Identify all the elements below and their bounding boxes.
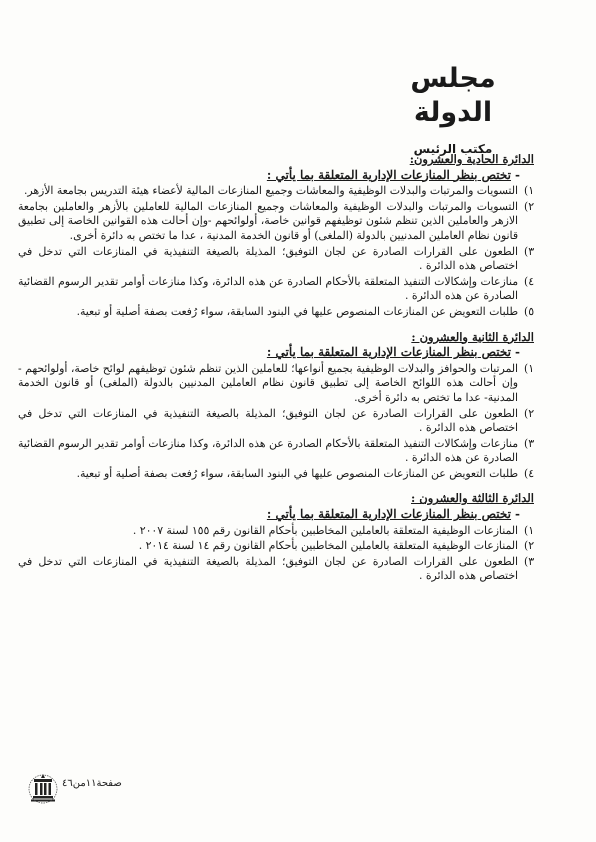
list-item: ٢) التسويات والمرتبات والبدلات الوظيفية والمعاشات وجميع المنازعات المالية للعاملين بالأزهر والعاملين بجامعة الازهر والعاملين الذين تنظم شئون توظيفهم قوانين خاصة، أولوائحهم -وإن أحالت هذه القوانين الخاصة إلى تطبيق قانون نظام العاملين المدنيين بالدولة (الملغى) أو قانون الخدمة المدنية ، عدا ما تختص به دائرة أخرى. xyxy=(18,199,534,242)
list-item: ٣) الطعون على القرارات الصادرة عن لجان التوفيق؛ المذيلة بالصيغة التنفيذية في المنازعات التي تدخل في اختصاص هذه الدائرة . xyxy=(18,244,534,273)
council-title: مجلس الدولة xyxy=(410,63,496,128)
letterhead xyxy=(378,62,528,156)
item-list xyxy=(18,362,534,482)
section-title: الدائرة الحادية والعشرون: xyxy=(409,152,534,166)
list-item: ١) المنازعات الوظيفية المتعلقة بالعاملين المخاطبين بأحكام القانون رقم ١٥٥ لسنة ٢٠٠٧ . xyxy=(132,523,534,537)
list-item: ٤) طلبات التعويض عن المنازعات المنصوص عليها في البنود السابقة، سواء رُفعت بصفة أصلية أو تبعية. xyxy=(76,466,534,480)
list-item: ٢) الطعون على القرارات الصادرة عن لجان التوفيق؛ المذيلة بالصيغة التنفيذية في المنازعات التي تدخل في اختصاص هذه الدائرة . xyxy=(18,406,534,435)
list-item: ٥) طلبات التعويض عن المنازعات المنصوص عليها في البنود السابقة، سواء رُفعت بصفة أصلية أو تبعية. xyxy=(76,304,534,318)
list-item: ٤) منازعات وإشكالات التنفيذ المتعلقة بالأحكام الصادرة عن هذه الدائرة، وكذا منازعات أوامر تقدير الرسوم القضائية الصادرة عن هذه الدائرة . xyxy=(18,274,534,303)
page-number: صفحة١١من٤٦ xyxy=(62,778,122,789)
list-item: ٣) منازعات وإشكالات التنفيذ المتعلقة بالأحكام الصادرة عن هذه الدائرة، وكذا منازعات أوامر تقدير الرسوم القضائية الصادرة عن هذه الدائرة . xyxy=(18,436,534,465)
page-footer xyxy=(28,772,198,806)
list-item: ١) المرتبات والحوافز والبدلات الوظيفية بجميع أنواعها؛ للعاملين الذين تنظم شئون توظيفهم لوائح خاصة، أولوائحهم - وإن أحالت هذه اللوائح الخاصة إلى تطبيق قانون نظام العاملين المدنيين بالدولة (الملغى) أو قانون الخدمة المدنية- عدا ما تختص به دائرة أخرى. xyxy=(18,361,534,404)
office-subtitle: مكتب الرئيس xyxy=(413,142,493,156)
section-title: الدائرة الثانية والعشرون : xyxy=(411,329,534,344)
court-seal-icon xyxy=(28,772,58,804)
section-23 xyxy=(18,491,534,584)
document-body xyxy=(18,152,534,594)
section-lead: -تختص بنظر المنازعات الإدارية المتعلقة بما يأتي : xyxy=(266,167,520,182)
section-21 xyxy=(18,152,534,320)
item-list xyxy=(18,184,534,319)
section-title: الدائرة الثالثة والعشرون : xyxy=(411,491,534,506)
section-22 xyxy=(18,330,534,482)
list-item: ٢) المنازعات الوظيفية المتعلقة بالعاملين المخاطبين بأحكام القانون رقم ١٤ لسنة ٢٠١٤ . xyxy=(138,539,534,553)
list-item: ١) التسويات والمرتبات والبدلات الوظيفية والمعاشات وجميع المنازعات المالية لأعضاء هيئة التدريس بجامعة الأزهر. xyxy=(23,184,534,198)
section-lead: -تختص بنظر المنازعات الإدارية المتعلقة بما يأتي : xyxy=(266,507,520,522)
section-lead: -تختص بنظر المنازعات الإدارية المتعلقة بما يأتي : xyxy=(266,345,520,360)
list-item: ٣) الطعون على القرارات الصادرة عن لجان التوفيق؛ المذيلة بالصيغة التنفيذية في المنازعات التي تدخل في اختصاص هذه الدائرة . xyxy=(18,554,534,583)
item-list xyxy=(18,524,534,584)
